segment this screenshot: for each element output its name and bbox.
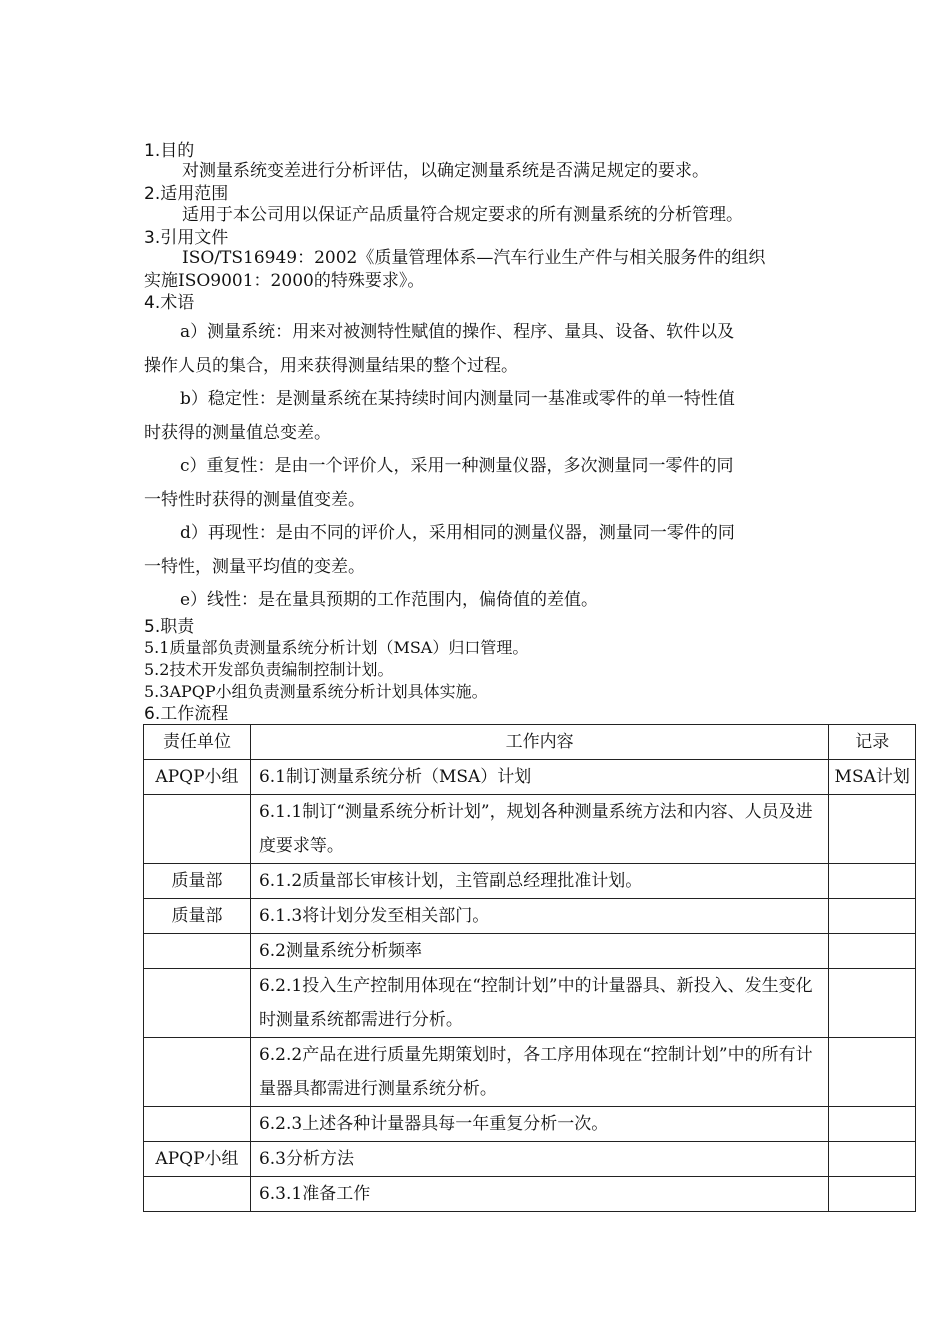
header-record: 记录 <box>829 725 916 760</box>
term-line-1: d）再现性：是由不同的评价人，采用相同的测量仪器，测量同一零件的同 <box>180 523 735 543</box>
table-row <box>144 969 916 1038</box>
cell-record <box>829 934 916 969</box>
cell-unit <box>144 969 251 1038</box>
table-row <box>144 1107 916 1142</box>
term-item <box>144 516 816 584</box>
term-item <box>144 315 816 383</box>
cell-record <box>829 1177 916 1212</box>
section-2-text: 适用于本公司用以保证产品质量符合规定要求的所有测量系统的分析管理。 <box>182 205 743 225</box>
cell-unit: APQP小组 <box>144 1142 251 1177</box>
term-item <box>144 583 816 617</box>
table-row <box>144 1142 916 1177</box>
cell-record: MSA计划 <box>829 760 916 795</box>
section-3-line-1: ISO/TS16949：2002《质量管理体系—汽车行业生产件与相关服务件的组织 <box>182 248 766 268</box>
term-item <box>144 449 816 517</box>
cell-content: 6.3.1准备工作 <box>250 1177 828 1212</box>
header-unit: 责任单位 <box>144 725 251 760</box>
cell-content: 6.2测量系统分析频率 <box>250 934 828 969</box>
term-item <box>144 382 816 450</box>
duty-item: 5.1质量部负责测量系统分析计划（MSA）归口管理。 <box>144 638 529 657</box>
table-row <box>144 1177 916 1212</box>
header-content: 工作内容 <box>250 725 828 760</box>
cell-record <box>829 864 916 899</box>
term-line-2: 一特性，测量平均值的变差。 <box>144 557 365 577</box>
cell-content: 6.2.3上述各种计量器具每一年重复分析一次。 <box>250 1107 828 1142</box>
table-row <box>144 1038 916 1107</box>
cell-unit: APQP小组 <box>144 760 251 795</box>
workflow-table <box>143 724 916 1212</box>
section-2-title: 2.适用范围 <box>144 184 229 204</box>
cell-unit: 质量部 <box>144 899 251 934</box>
cell-content: 6.1制订测量系统分析（MSA）计划 <box>250 760 828 795</box>
table-row <box>144 934 916 969</box>
section-3-title: 3.引用文件 <box>144 228 229 248</box>
cell-content: 6.2.1投入生产控制用体现在“控制计划”中的计量器具、新投入、发生变化时测量系统都需进行分析。 <box>250 969 828 1038</box>
cell-unit <box>144 1038 251 1107</box>
table-row <box>144 899 916 934</box>
duty-item: 5.3APQP小组负责测量系统分析计划具体实施。 <box>144 682 488 701</box>
cell-record <box>829 969 916 1038</box>
section-5-title: 5.职责 <box>144 617 195 637</box>
cell-content: 6.1.3将计划分发至相关部门。 <box>250 899 828 934</box>
section-1-text: 对测量系统变差进行分析评估，以确定测量系统是否满足规定的要求。 <box>182 161 709 181</box>
section-6-title: 6.工作流程 <box>144 704 229 724</box>
cell-content: 6.2.2产品在进行质量先期策划时，各工序用体现在“控制计划”中的所有计量器具都需进行测量系统分析。 <box>250 1038 828 1107</box>
section-1-title: 1.目的 <box>144 141 195 161</box>
term-line-1: c）重复性：是由一个评价人，采用一种测量仪器，多次测量同一零件的同 <box>180 456 734 476</box>
cell-unit: 质量部 <box>144 864 251 899</box>
cell-record <box>829 795 916 864</box>
term-line-1: a）测量系统：用来对被测特性赋值的操作、程序、量具、设备、软件以及 <box>180 322 735 342</box>
cell-record <box>829 1142 916 1177</box>
term-line-2: 时获得的测量值总变差。 <box>144 423 331 443</box>
cell-record <box>829 899 916 934</box>
cell-content: 6.1.1制订“测量系统分析计划”，规划各种测量系统方法和内容、人员及进度要求等。 <box>250 795 828 864</box>
cell-unit <box>144 934 251 969</box>
duty-item: 5.2技术开发部负责编制控制计划。 <box>144 660 394 679</box>
term-line-2: 操作人员的集合，用来获得测量结果的整个过程。 <box>144 356 518 376</box>
term-line-2: 一特性时获得的测量值变差。 <box>144 490 365 510</box>
table-header-row <box>144 725 916 760</box>
table-row <box>144 864 916 899</box>
term-line-1: e）线性：是在量具预期的工作范围内，偏倚值的差值。 <box>180 590 599 610</box>
section-4-title: 4.术语 <box>144 293 195 313</box>
cell-record <box>829 1038 916 1107</box>
cell-content: 6.1.2质量部长审核计划，主管副总经理批准计划。 <box>250 864 828 899</box>
cell-unit <box>144 1107 251 1142</box>
table-row <box>144 760 916 795</box>
cell-content: 6.3分析方法 <box>250 1142 828 1177</box>
section-3-line-2: 实施ISO9001：2000的特殊要求》。 <box>144 271 425 291</box>
cell-record <box>829 1107 916 1142</box>
cell-unit <box>144 795 251 864</box>
cell-unit <box>144 1177 251 1212</box>
table-row <box>144 795 916 864</box>
term-line-1: b）稳定性：是测量系统在某持续时间内测量同一基准或零件的单一特性值 <box>180 389 735 409</box>
